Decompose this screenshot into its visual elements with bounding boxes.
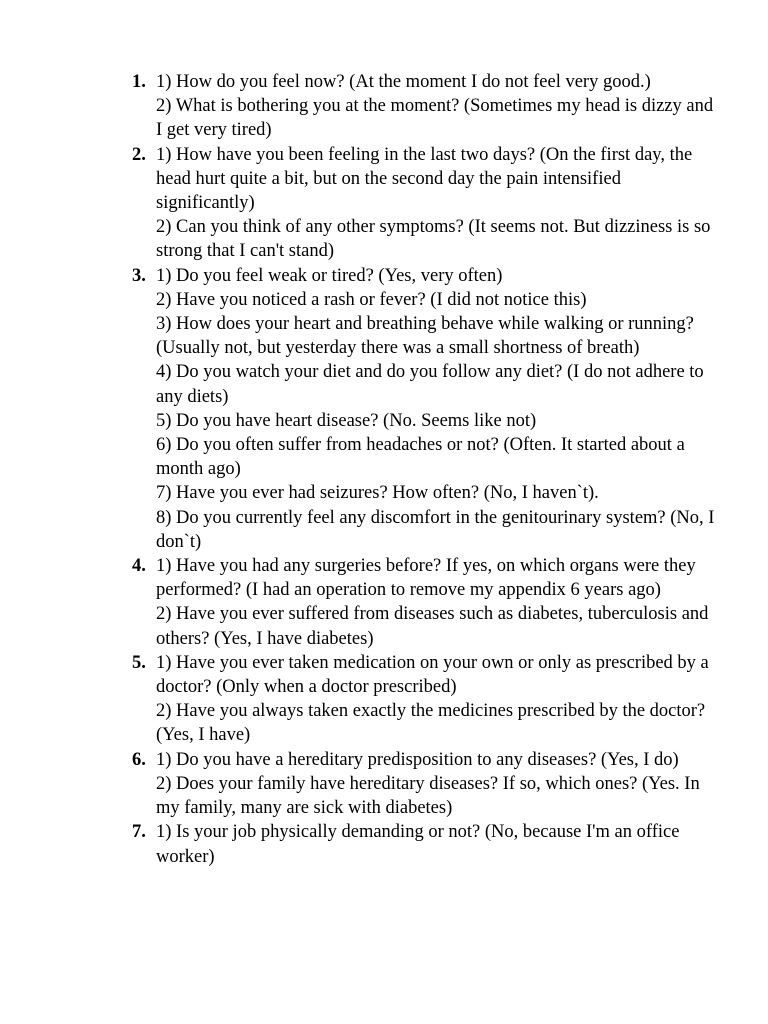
question-item: 1) How have you been feeling in the last two days? (On the first day, the head hurt quite a bit, but on the second day the pain intensified significantly) [156, 144, 693, 214]
question-item: 1) Is your job physically demanding or not? (No, because I'm an office worker) [156, 822, 680, 867]
question-item: 7) Have you ever had seizures? How often? (No, I haven`t). [156, 483, 599, 504]
question-item: 1) How do you feel now? (At the moment I do not feel very good.) [156, 72, 651, 92]
section-number: 5. [132, 652, 146, 673]
section-number: 6. [132, 749, 146, 770]
section-4 [0, 554, 716, 651]
question-item: 2) Have you always taken exactly the medicines prescribed by the doctor? (Yes, I have) [156, 701, 706, 746]
question-item: 2) Have you noticed a rash or fever? (I did not notice this) [156, 289, 587, 310]
question-item: 2) What is bothering you at the moment? (Sometimes my head is dizzy and I get very tired) [156, 96, 714, 141]
section-7 [0, 820, 716, 868]
section-number: 3. [132, 265, 146, 286]
question-item: 8) Do you currently feel any discomfort in the genitourinary system? (No, I don`t) [156, 507, 715, 552]
section-5 [0, 651, 716, 748]
question-item: 1) Have you ever taken medication on your own or only as prescribed by a doctor? (Only when a doctor prescribed) [156, 652, 709, 698]
question-item: 4) Do you watch your diet and do you follow any diet? (I do not adhere to any diets) [156, 362, 704, 407]
question-item: 6) Do you often suffer from headaches or not? (Often. It started about a month ago) [156, 435, 685, 480]
section-1 [0, 70, 716, 143]
section-6 [0, 748, 716, 821]
question-item: 2) Does your family have hereditary diseases? If so, which ones? (Yes. In my family, many are sick with diabetes) [156, 773, 700, 819]
section-number: 4. [132, 556, 146, 577]
section-number: 7. [132, 822, 146, 843]
question-item: 5) Do you have heart disease? (No. Seems like not) [156, 410, 537, 431]
section-number: 2. [132, 144, 146, 165]
question-item: 3) How does your heart and breathing behave while walking or running? (Usually not, but yesterday there was a small shortness of breath) [156, 314, 694, 359]
question-item: 2) Can you think of any other symptoms? (It seems not. But dizziness is so strong that I can't stand) [156, 217, 711, 262]
section-number: 1. [132, 72, 146, 92]
question-item: 1) Do you feel weak or tired? (Yes, very often) [156, 265, 503, 286]
section-3 [0, 264, 716, 554]
question-item: 1) Have you had any surgeries before? If yes, on which organs were they performed? (I had an operation to remove my appendix 6 years ago) [156, 556, 696, 601]
section-2 [0, 143, 716, 264]
question-item: 2) Have you ever suffered from diseases such as diabetes, tuberculosis and others? (Yes, I have diabetes) [156, 604, 709, 649]
document-page [0, 70, 768, 869]
question-item: 1) Do you have a hereditary predisposition to any diseases? (Yes, I do) [156, 749, 679, 770]
